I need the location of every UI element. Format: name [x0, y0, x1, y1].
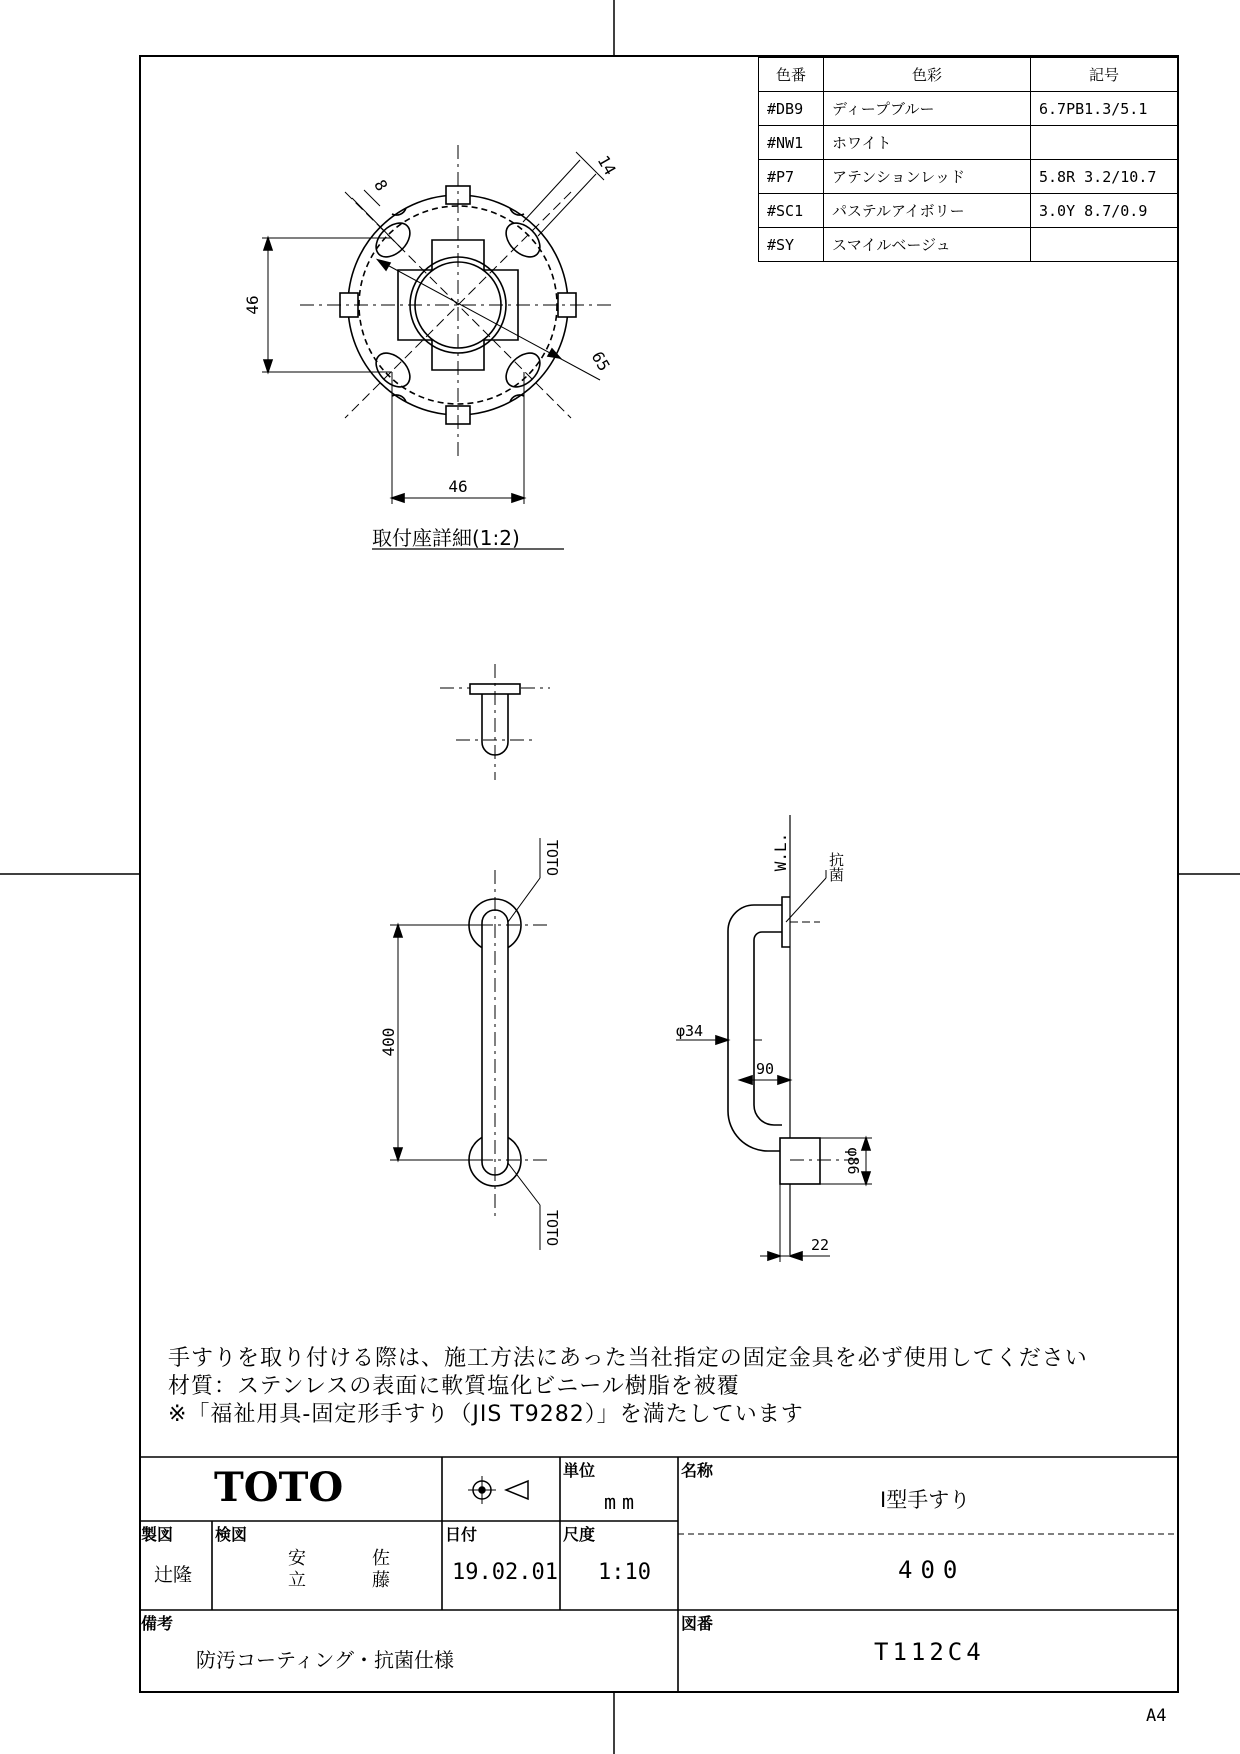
color-symbol: 6.7PB1.3/5.1 [1031, 92, 1178, 126]
note-material: 材質：ステンレスの表面に軟質塩化ビニール樹脂を被覆 [168, 1374, 740, 1399]
color-table-row [759, 126, 1178, 160]
dim-hole-8: 8 [370, 176, 392, 195]
dim-depth-90: 90 [755, 1060, 775, 1078]
dim-diameter-65: 65 [587, 348, 614, 375]
color-name: ホワイト [824, 126, 1031, 160]
color-code: #DB9 [759, 92, 824, 126]
color-name: スマイルベージュ [824, 228, 1031, 262]
checked-label: 検図 [215, 1525, 248, 1544]
remarks-value: 防汚コーティング・抗菌仕様 [196, 1648, 454, 1672]
mounting-plate-detail [262, 145, 612, 504]
toto-label-bottom: TOTO [543, 1210, 561, 1247]
dim-slot-14: 14 [593, 152, 620, 179]
toto-logo: TOTO [214, 1464, 344, 1511]
color-code: #P7 [759, 160, 824, 194]
name-label: 名称 [681, 1461, 714, 1480]
handrail-side-view [676, 815, 872, 1262]
color-table-row [759, 194, 1178, 228]
color-code: #NW1 [759, 126, 824, 160]
color-code: #SC1 [759, 194, 824, 228]
dim-base-22: 22 [810, 1236, 830, 1254]
dim-base-phi86: φ86 [844, 1147, 862, 1175]
color-symbol [1031, 228, 1178, 262]
drawing-number: T112C4 [874, 1638, 985, 1666]
drawing-border [140, 56, 1178, 1692]
waterline-label: W.L. [771, 832, 790, 872]
projection-symbol-icon [468, 1476, 528, 1504]
scale-value: 1:10 [598, 1560, 651, 1585]
detail-caption: 取付座詳細(1:2) [372, 526, 520, 550]
dim-width-46: 46 [448, 477, 468, 496]
color-table-header [759, 58, 1178, 92]
color-table-row [759, 228, 1178, 262]
antibacterial-label: 抗菌 [827, 852, 845, 882]
checked-by-1: 安立 [288, 1548, 306, 1591]
color-table-header-symbol: 記号 [1031, 58, 1178, 92]
dim-bar-phi34: φ34 [676, 1022, 704, 1040]
color-table-row [759, 92, 1178, 126]
date-label: 日付 [445, 1525, 478, 1544]
unit-label: 単位 [563, 1461, 596, 1480]
color-code: #SY [759, 228, 824, 262]
drawn-by: 辻隆 [154, 1564, 193, 1586]
color-table-row [759, 160, 1178, 194]
dim-length-400: 400 [379, 1027, 398, 1057]
product-name: I型手すり [880, 1488, 971, 1512]
color-table [758, 57, 1178, 262]
color-symbol [1031, 126, 1178, 160]
drawn-label: 製図 [141, 1525, 174, 1544]
toto-label-top: TOTO [543, 839, 561, 876]
color-table-header-code: 色番 [759, 58, 824, 92]
drawing-no-label: 図番 [681, 1614, 714, 1633]
dim-height-46: 46 [243, 295, 262, 315]
checked-by-2: 佐藤 [372, 1548, 390, 1591]
handrail-top-view [440, 664, 550, 780]
remarks-label: 備考 [141, 1614, 174, 1633]
color-symbol: 5.8R 3.2/10.7 [1031, 160, 1178, 194]
date-value: 19.02.01 [452, 1560, 558, 1585]
unit-value: mm [604, 1490, 641, 1514]
color-name: パステルアイボリー [824, 194, 1031, 228]
paper-size: A4 [1146, 1706, 1167, 1726]
color-symbol: 3.0Y 8.7/0.9 [1031, 194, 1178, 228]
color-table-header-color: 色彩 [824, 58, 1031, 92]
color-name: アテンションレッド [824, 160, 1031, 194]
notes [168, 1345, 1088, 1429]
note-installation: 手すりを取り付ける際は、施工方法にあった当社指定の固定金具を必ず使用してください [168, 1346, 1088, 1371]
handrail-front-view [390, 838, 548, 1250]
color-name: ディープブルー [824, 92, 1031, 126]
product-size: 400 [898, 1556, 966, 1584]
note-jis-standard: ※「福祉用具-固定形手すり（JIS T9282）」を満たしています [168, 1402, 804, 1427]
scale-label: 尺度 [563, 1525, 596, 1544]
